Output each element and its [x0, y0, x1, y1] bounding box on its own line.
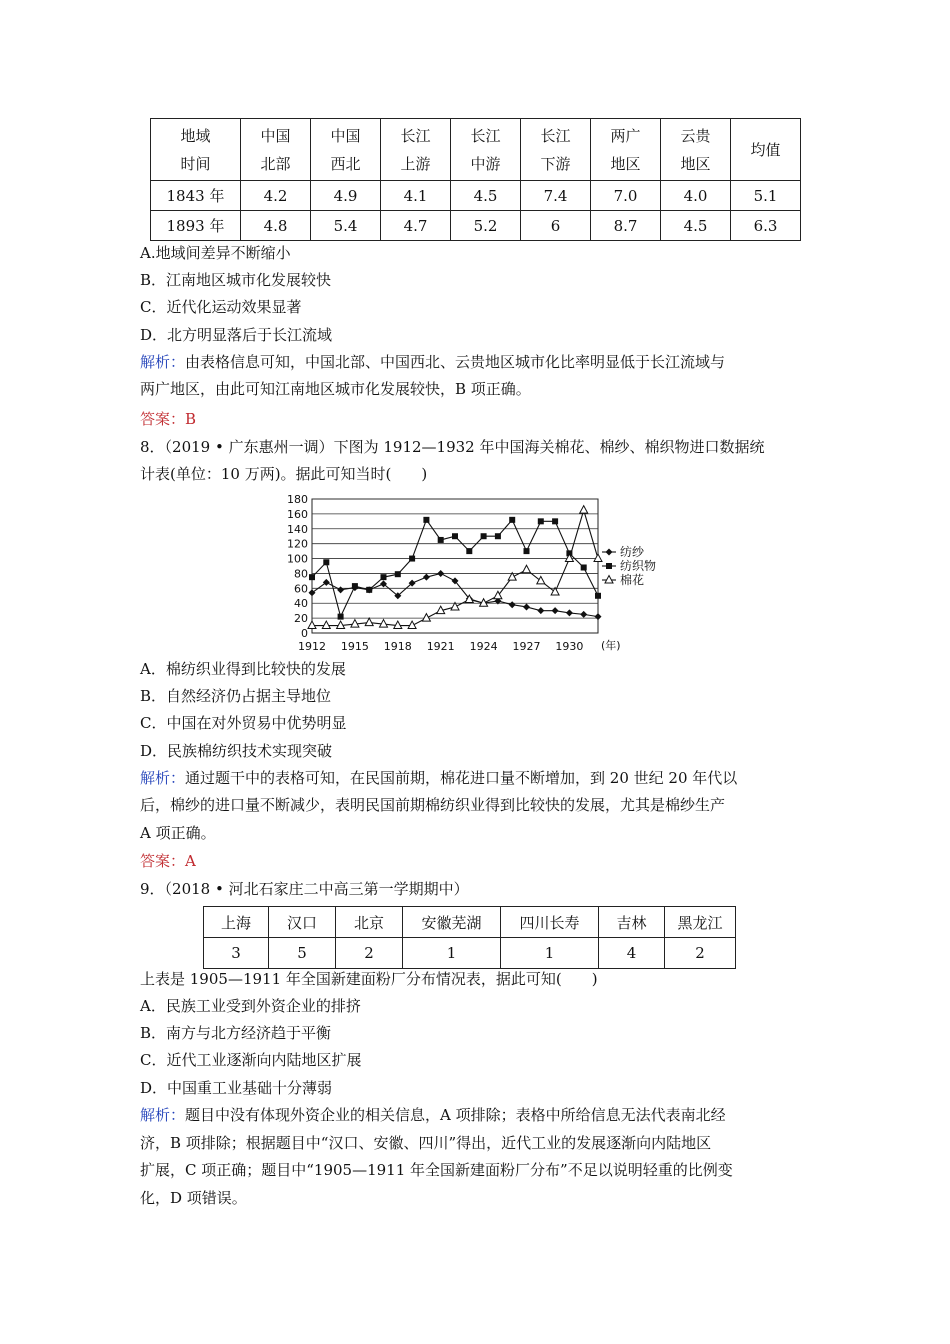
data-point — [395, 571, 401, 577]
q7-option-a: A.地域间差异不断缩小 — [140, 244, 291, 262]
table-cell: 7.0 — [591, 181, 661, 211]
analysis-label: 解析： — [140, 1106, 186, 1124]
data-point — [422, 614, 430, 622]
table-cell: 7.4 — [521, 181, 591, 211]
data-point — [308, 621, 316, 629]
y-tick-label: 160 — [287, 507, 308, 521]
q7-option-d: D．北方明显落后于长江流域 — [140, 326, 333, 344]
table-cell: 4.7 — [381, 211, 451, 241]
data-point — [438, 537, 444, 543]
legend-marker — [606, 549, 613, 556]
table-header-cell: 四川长寿 — [501, 907, 599, 938]
q9-analysis-line: 化，D 项错误。 — [140, 1189, 247, 1207]
q8-answer: 答案：A — [140, 852, 196, 870]
data-point — [523, 565, 531, 573]
q8-option-a: A．棉纺织业得到比较快的发展 — [140, 660, 346, 678]
y-tick-label: 120 — [287, 537, 308, 551]
table-cell: 5.1 — [731, 181, 801, 211]
data-point — [452, 533, 458, 539]
y-tick-label: 180 — [287, 493, 308, 506]
table-header-cell: 汉口 — [269, 907, 336, 938]
table-header-cell: 两广 地区 — [591, 119, 661, 181]
x-tick-label: 1924 — [469, 640, 498, 653]
table-cell: 2 — [336, 938, 403, 969]
table-header-cell: 云贵 地区 — [661, 119, 731, 181]
legend-marker — [606, 563, 612, 569]
q7-option-c: C．近代化运动效果显著 — [140, 298, 302, 316]
data-point — [566, 609, 573, 616]
table-row-label: 1893 年 — [151, 211, 241, 241]
table-cell: 6.3 — [731, 211, 801, 241]
data-point — [595, 613, 602, 620]
x-tick-label: 1927 — [512, 640, 541, 653]
table-header-cell: 安徽芜湖 — [403, 907, 501, 938]
y-tick-label: 140 — [287, 522, 308, 536]
table-header-cell: 均值 — [731, 119, 801, 181]
q8-option-b: B．自然经济仍占据主导地位 — [140, 687, 332, 705]
table-cell: 3 — [204, 938, 269, 969]
analysis-label: 解析： — [140, 353, 186, 371]
y-tick-label: 100 — [287, 552, 308, 566]
data-point — [466, 548, 472, 554]
data-point — [338, 614, 344, 620]
data-point — [365, 618, 373, 626]
q8-option-c: C．中国在对外贸易中优势明显 — [140, 714, 347, 732]
q9-analysis-line: 解析：题目中没有体现外资企业的相关信息，A 项排除；表格中所给信息无法代表南北经 — [140, 1106, 726, 1124]
data-point — [552, 518, 558, 524]
table-header-cell: 长江 上游 — [381, 119, 451, 181]
data-point — [538, 518, 544, 524]
q8-stem-line: 8．（2019 • 广东惠州一调）下图为 1912—1932 年中国海关棉花、棉纱、棉织物进口数据统 — [140, 438, 765, 456]
table-cell: 4.0 — [661, 181, 731, 211]
table-cell: 4.9 — [311, 181, 381, 211]
table-cell: 5 — [269, 938, 336, 969]
table-cell: 4.1 — [381, 181, 451, 211]
table-cell: 4 — [599, 938, 665, 969]
table-header-cell: 中国 北部 — [241, 119, 311, 181]
legend-label: 纺纱 — [620, 545, 645, 559]
data-point — [509, 517, 515, 523]
legend-marker — [605, 576, 613, 584]
data-point — [523, 603, 530, 610]
urbanization-table — [150, 118, 801, 241]
table-cell: 1 — [403, 938, 501, 969]
analysis-label: 解析： — [140, 769, 186, 787]
q9-stem: 9．（2018 • 河北石家庄二中高三第一学期期中） — [140, 880, 469, 898]
table-cell: 8.7 — [591, 211, 661, 241]
data-point — [366, 587, 372, 593]
data-point — [309, 574, 315, 580]
table-cell: 5.4 — [311, 211, 381, 241]
data-point — [409, 556, 415, 562]
table-cell: 4.5 — [451, 181, 521, 211]
data-point — [581, 564, 587, 570]
table-cell: 2 — [665, 938, 736, 969]
x-unit-label: (年) — [601, 639, 621, 652]
q7-analysis-line: 两广地区，由此可知江南地区城市化发展较快，B 项正确。 — [140, 380, 531, 398]
data-point — [537, 576, 545, 584]
table-header-cell: 上海 — [204, 907, 269, 938]
q8-analysis-line: A 项正确。 — [140, 824, 216, 842]
q8-option-d: D．民族棉纺织技术实现突破 — [140, 742, 333, 760]
data-point — [509, 601, 516, 608]
legend-label: 棉花 — [620, 573, 645, 587]
q9-option-c: C．近代工业逐渐向内陆地区扩展 — [140, 1051, 362, 1069]
table-header-cell: 长江 下游 — [521, 119, 591, 181]
data-point — [524, 548, 530, 554]
q9-option-b: B．南方与北方经济趋于平衡 — [140, 1024, 332, 1042]
data-point — [352, 583, 358, 589]
data-point — [381, 574, 387, 580]
data-point — [595, 593, 601, 599]
data-point — [437, 570, 444, 577]
data-point — [323, 559, 329, 565]
data-point — [537, 607, 544, 614]
table-header-cell: 中国 西北 — [311, 119, 381, 181]
cotton-import-chart — [275, 490, 665, 658]
y-tick-label: 0 — [301, 627, 308, 640]
q9-analysis-line: 济，B 项排除；根据题目中“汉口、安徽、四川”得出，近代工业的发展逐渐向内陆地区 — [140, 1134, 712, 1152]
table-row-label: 1843 年 — [151, 181, 241, 211]
q8-stem-line: 计表(单位：10 万两)。据此可知当时( ) — [140, 465, 428, 483]
legend-label: 纺织物 — [620, 559, 657, 573]
data-point — [423, 517, 429, 523]
x-tick-label: 1912 — [298, 640, 326, 653]
q9-question: 上表是 1905—1911 年全国新建面粉厂分布情况表，据此可知( ) — [140, 970, 598, 988]
x-tick-label: 1921 — [426, 640, 455, 653]
q7-option-b: B．江南地区城市化发展较快 — [140, 271, 332, 289]
q9-analysis-line: 扩展，C 项正确；题目中“1905—1911 年全国新建面粉厂分布”不足以说明轻重的比例变 — [140, 1161, 733, 1179]
q8-analysis-line: 后，棉纱的进口量不断减少，表明民国前期棉纺织业得到比较快的发展，尤其是棉纱生产 — [140, 796, 726, 814]
table-header-cell: 吉林 — [599, 907, 665, 938]
data-point — [481, 533, 487, 539]
table-header-cell: 地域 时间 — [151, 119, 241, 181]
flour-mill-table — [203, 906, 736, 969]
q9-option-a: A．民族工业受到外资企业的排挤 — [140, 997, 361, 1015]
y-tick-label: 40 — [294, 597, 308, 611]
table-header-cell: 长江 中游 — [451, 119, 521, 181]
q7-analysis-line: 解析：由表格信息可知，中国北部、中国西北、云贵地区城市化比率明显低于长江流域与 — [140, 353, 726, 371]
data-point — [495, 533, 501, 539]
table-header-cell: 黑龙江 — [665, 907, 736, 938]
table-cell: 4.2 — [241, 181, 311, 211]
table-cell: 5.2 — [451, 211, 521, 241]
x-tick-label: 1918 — [383, 640, 412, 653]
data-point — [594, 554, 602, 562]
data-point — [408, 621, 416, 629]
x-tick-label: 1930 — [555, 640, 584, 653]
x-tick-label: 1915 — [340, 640, 369, 653]
q9-option-d: D．中国重工业基础十分薄弱 — [140, 1079, 333, 1097]
y-tick-label: 20 — [294, 612, 308, 626]
data-point — [552, 607, 559, 614]
table-cell: 4.5 — [661, 211, 731, 241]
data-point — [580, 506, 588, 514]
data-point — [322, 621, 330, 629]
table-cell: 1 — [501, 938, 599, 969]
y-tick-label: 60 — [294, 582, 308, 596]
table-cell: 4.8 — [241, 211, 311, 241]
data-point — [423, 574, 430, 581]
data-point — [337, 586, 344, 593]
table-header-cell: 北京 — [336, 907, 403, 938]
y-tick-label: 80 — [294, 567, 308, 581]
data-point — [580, 611, 587, 618]
q7-answer: 答案：B — [140, 410, 197, 428]
table-cell: 6 — [521, 211, 591, 241]
q8-analysis-line: 解析：通过题干中的表格可知，在民国前期，棉花进口量不断增加，到 20 世纪 20 年代以 — [140, 769, 738, 787]
